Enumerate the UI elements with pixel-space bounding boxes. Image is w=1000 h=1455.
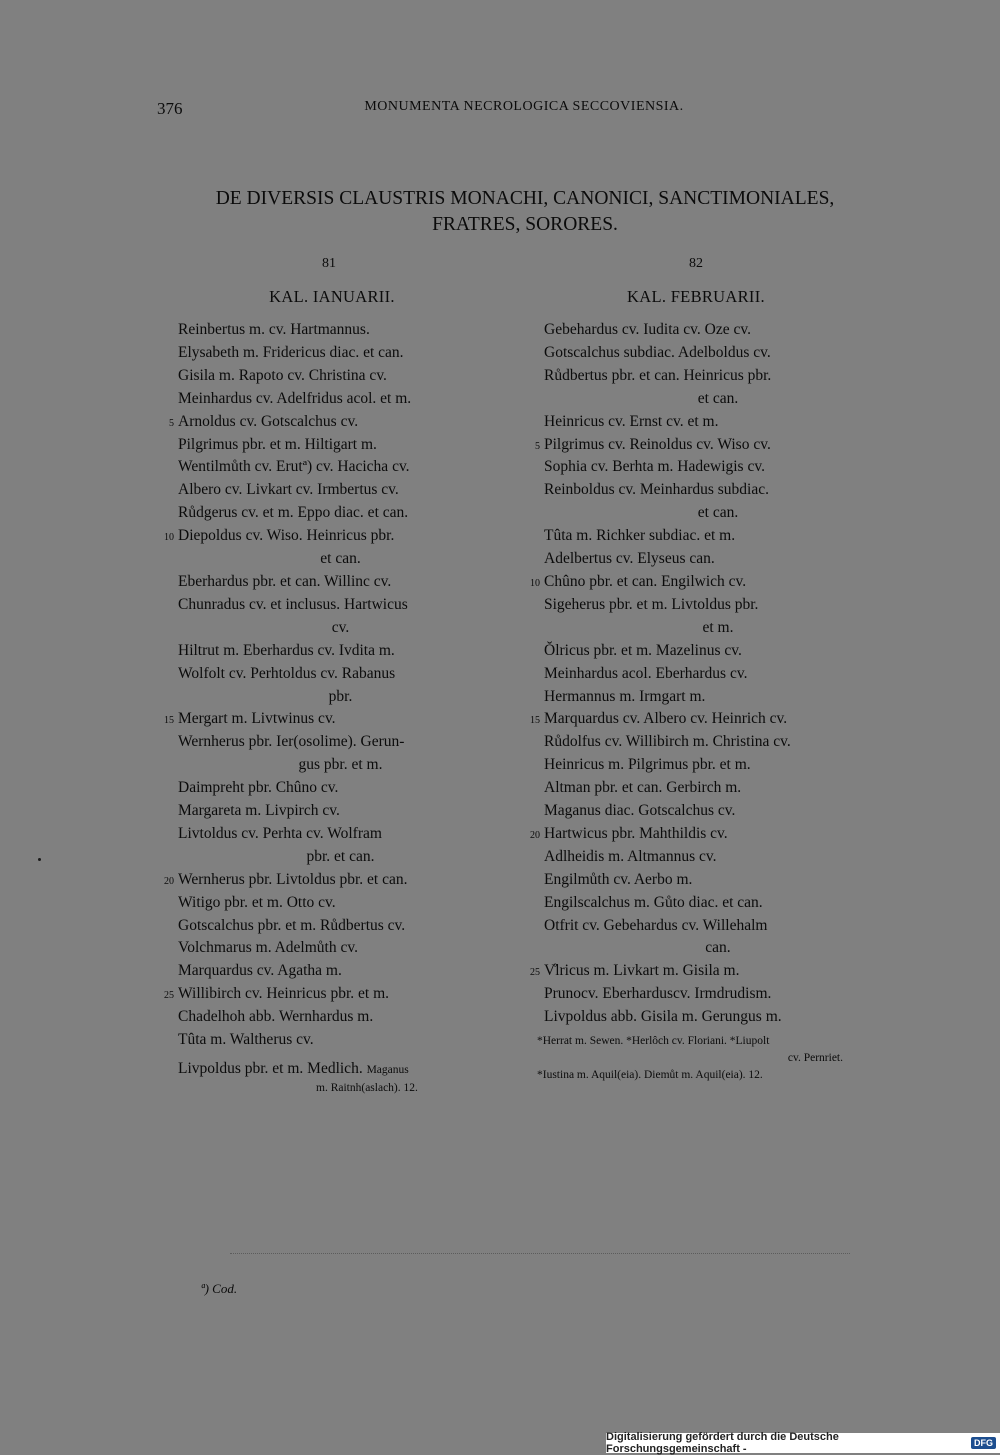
line-number: 10 [530,577,540,589]
entry-text: Mergart m. Livtwinus cv. [178,710,336,728]
right-entry [530,708,892,731]
left-entry [178,960,503,983]
entry-text: pbr. et can. [306,847,375,865]
entry-text: Willibirch cv. Heinricus pbr. et m. [178,985,390,1003]
right-entry [544,937,892,960]
left-entry [178,365,503,388]
line-number: 5 [535,440,540,452]
right-entry [544,1006,892,1029]
page-speck [38,858,41,861]
entry-text: pbr. [328,687,353,705]
left-entry [178,479,503,502]
left-entry [178,342,503,365]
right-entry [544,869,892,892]
right-entry [530,571,892,594]
left-entry [178,1006,503,1029]
left-entry [178,617,503,640]
right-entry [544,479,892,502]
entry-text: Tûta m. Waltherus cv. [178,1031,314,1049]
right-entry [544,594,892,617]
entry-text: V̊lricus m. Livkart m. Gisila m. [544,962,740,980]
right-entry [544,846,892,869]
entry-text: Livpoldus abb. Gisila m. Gerungus m. [544,1008,782,1026]
left-entry [178,594,503,617]
right-entry [544,502,892,525]
entry-text: Hartwicus pbr. Mahthildis cv. [544,824,728,842]
left-entry [178,388,503,411]
right-entry [544,754,892,777]
right-entry [530,823,892,846]
left-last-line [178,1058,503,1082]
entry-text: Růdolfus cv. Willibirch m. Christina cv. [544,733,791,751]
entry-text: et can. [697,504,739,522]
right-entry [544,548,892,571]
left-entry [178,846,503,869]
entry-text: Pilgrimus pbr. et m. Hiltigart m. [178,435,377,453]
left-entry [178,548,503,571]
right-column-notes [537,1033,893,1084]
entry-text: Reinbertus m. cv. Hartmannus. [178,321,370,338]
entry-text: et can. [320,550,361,568]
entry-text: Pilgrimus cv. Reinoldus cv. Wiso cv. [544,435,771,453]
left-column-note: m. Raitnh(aslach). 12. [316,1082,418,1094]
entry-text: Sigeherus pbr. et m. Livtoldus pbr. [544,595,759,613]
left-column-heading: KAL. IANUARII. [269,287,395,306]
entry-text: Hiltrut m. Eberhardus cv. Ivdita m. [178,641,395,659]
entry-text: Wentilmůth cv. Erutª) cv. Hacicha cv. [178,458,410,476]
right-entry [544,342,892,365]
entry-text: Gotscalchus subdiac. Adelboldus cv. [544,343,771,361]
entry-text: Meinhardus cv. Adelfridus acol. et m. [178,389,412,407]
left-tail-small: Maganus [366,1064,409,1076]
right-entry [544,456,892,479]
left-entry [178,319,503,342]
right-entry [544,892,892,915]
left-entry [169,411,503,434]
entry-text: Marquardus cv. Agatha m. [178,962,342,980]
left-entry [178,502,503,525]
footnote: ª) Cod. [201,1281,238,1296]
right-note-3: *Iustina m. Aquil(eia). Diemůt m. Aquil(eia). 12. [537,1069,763,1081]
left-column-number: 81 [322,256,336,271]
left-entry [164,983,503,1006]
entry-text: Růdbertus pbr. et can. Heinricus pbr. [544,366,772,384]
left-entry [178,1029,503,1052]
entry-text: Tûta m. Richker subdiac. et m. [544,527,736,545]
left-entry [178,434,503,457]
title-line-2: FRATRES, SORORES. [432,214,618,235]
entry-text: Engilscalchus m. Gůto diac. et can. [544,893,763,911]
entry-text: Heinricus m. Pilgrimus pbr. et m. [544,756,751,774]
entry-text: et m. [702,618,734,636]
line-number: 20 [164,875,174,887]
left-entry [164,525,503,548]
entry-text: Volchmarus m. Adelmůth cv. [178,939,358,957]
right-entry [544,388,892,411]
entry-text: Adlheidis m. Altmannus cv. [544,847,717,865]
entry-text: Gotscalchus pbr. et m. Růdbertus cv. [178,916,406,934]
right-note-2: cv. Pernriet. [787,1052,843,1064]
entry-text: cv. [331,618,350,636]
entry-text: Marquardus cv. Albero cv. Heinrich cv. [544,710,788,728]
entry-text: Diepoldus cv. Wiso. Heinricus pbr. [178,527,395,545]
title-line-1: DE DIVERSIS CLAUSTRIS MONACHI, CANONICI, SANCTIMONIALES, [215,188,835,209]
entry-text: Wernherus pbr. Livtoldus pbr. et can. [178,870,408,888]
left-entry [178,686,503,709]
line-number: 25 [530,967,540,979]
entry-text: Gebehardus cv. Iudita cv. Oze cv. [544,321,752,338]
right-entry [544,686,892,709]
left-entry [178,823,503,846]
left-entry [178,777,503,800]
entry-text: Adelbertus cv. Elyseus can. [544,550,715,568]
entry-text: Daimpreht pbr. Chûno cv. [178,779,339,797]
entry-text: Altman pbr. et can. Gerbirch m. [544,779,742,797]
entry-text: Arnoldus cv. Gotscalchus cv. [178,412,359,430]
entry-text: Sophia cv. Berhta m. Hadewigis cv. [544,458,765,476]
left-entry [178,640,503,663]
right-entry [544,617,892,640]
line-number: 20 [530,829,540,841]
left-entry [178,571,503,594]
right-column-number: 82 [689,256,703,271]
entry-text: Chûno pbr. et can. Engilwich cv. [544,572,747,590]
right-entry [544,731,892,754]
left-entry [178,663,503,686]
entry-text: Chadelhoh abb. Wernhardus m. [178,1008,374,1026]
dfg-logo: DFG [971,1437,996,1449]
entry-text: Margareta m. Livpirch cv. [178,802,340,820]
left-entry [178,915,503,938]
line-number: 25 [164,990,174,1002]
section-title [0,186,1000,238]
entry-text: et can. [697,389,739,407]
right-entry [544,983,892,1006]
entry-text: Reinboldus cv. Meinhardus subdiac. [544,481,769,499]
entry-text: Meinhardus acol. Eberhardus cv. [544,664,748,682]
right-entry [544,915,892,938]
left-entry [178,731,503,754]
right-entry [544,663,892,686]
entry-text: gus pbr. et m. [298,756,383,774]
entry-text: Hermannus m. Irmgart m. [544,687,706,705]
running-head: MONUMENTA NECROLOGICA SECCOVIENSIA. [364,99,684,114]
dfg-banner[interactable] [606,1433,1000,1453]
entry-text: Růdgerus cv. et m. Eppo diac. et can. [178,504,409,522]
line-number: 15 [530,715,540,727]
entry-text: Albero cv. Livkart cv. Irmbertus cv. [178,481,399,499]
right-entry [544,319,892,342]
entry-text: Wolfolt cv. Perhtoldus cv. Rabanus [178,664,396,682]
line-number: 5 [169,417,174,429]
entry-text: Eberhardus pbr. et can. Willinc cv. [178,572,392,590]
right-entry [530,960,892,983]
separator-line [230,1253,850,1254]
entry-text: Chunradus cv. et inclusus. Hartwicus [178,595,408,613]
left-entry [164,708,503,731]
entry-text: Otfrit cv. Gebehardus cv. Willehalm [544,916,768,934]
left-entry [178,754,503,777]
right-entry [535,434,892,457]
entry-text: Engilmůth cv. Aerbo m. [544,870,693,888]
line-number: 10 [164,532,174,544]
left-column-entries [164,319,503,1052]
right-column-heading: KAL. FEBRUARII. [627,287,765,306]
entry-text: Heinricus cv. Ernst cv. et m. [544,412,719,430]
entry-text: Livtoldus cv. Perhta cv. Wolfram [178,824,382,842]
entry-text: Prunocv. Eberharduscv. Irmdrudism. [544,985,772,1003]
banner-text: Digitalisierung gefördert durch die Deutsche Forschungsgemeinschaft - [606,1431,839,1455]
entry-text: Elysabeth m. Fridericus diac. et can. [178,343,404,361]
right-entry [544,777,892,800]
left-entry [178,892,503,915]
line-number: 15 [164,715,174,727]
right-column-entries [530,319,892,1029]
right-entry [544,640,892,663]
entry-text: Gisila m. Rapoto cv. Christina cv. [178,366,387,384]
right-entry [544,411,892,434]
page-number: 376 [157,99,183,118]
left-entry [178,800,503,823]
left-entry [164,869,503,892]
left-last-entry: Livpoldus pbr. et m. Medlich. [178,1060,363,1077]
entry-text: Witigo pbr. et m. Otto cv. [178,893,336,911]
entry-text: Ŏlricus pbr. et m. Mazelinus cv. [544,641,742,659]
right-entry [544,800,892,823]
left-entry [178,937,503,960]
left-entry [178,456,503,479]
right-entry [544,525,892,548]
right-note-1: *Herrat m. Sewen. *Herlôch cv. Floriani. *Liupolt [537,1035,770,1047]
entry-text: can. [705,939,731,957]
right-entry [544,365,892,388]
entry-text: Maganus diac. Gotscalchus cv. [544,802,736,820]
entry-text: Wernherus pbr. Ier(osolime). Gerun- [178,733,405,751]
